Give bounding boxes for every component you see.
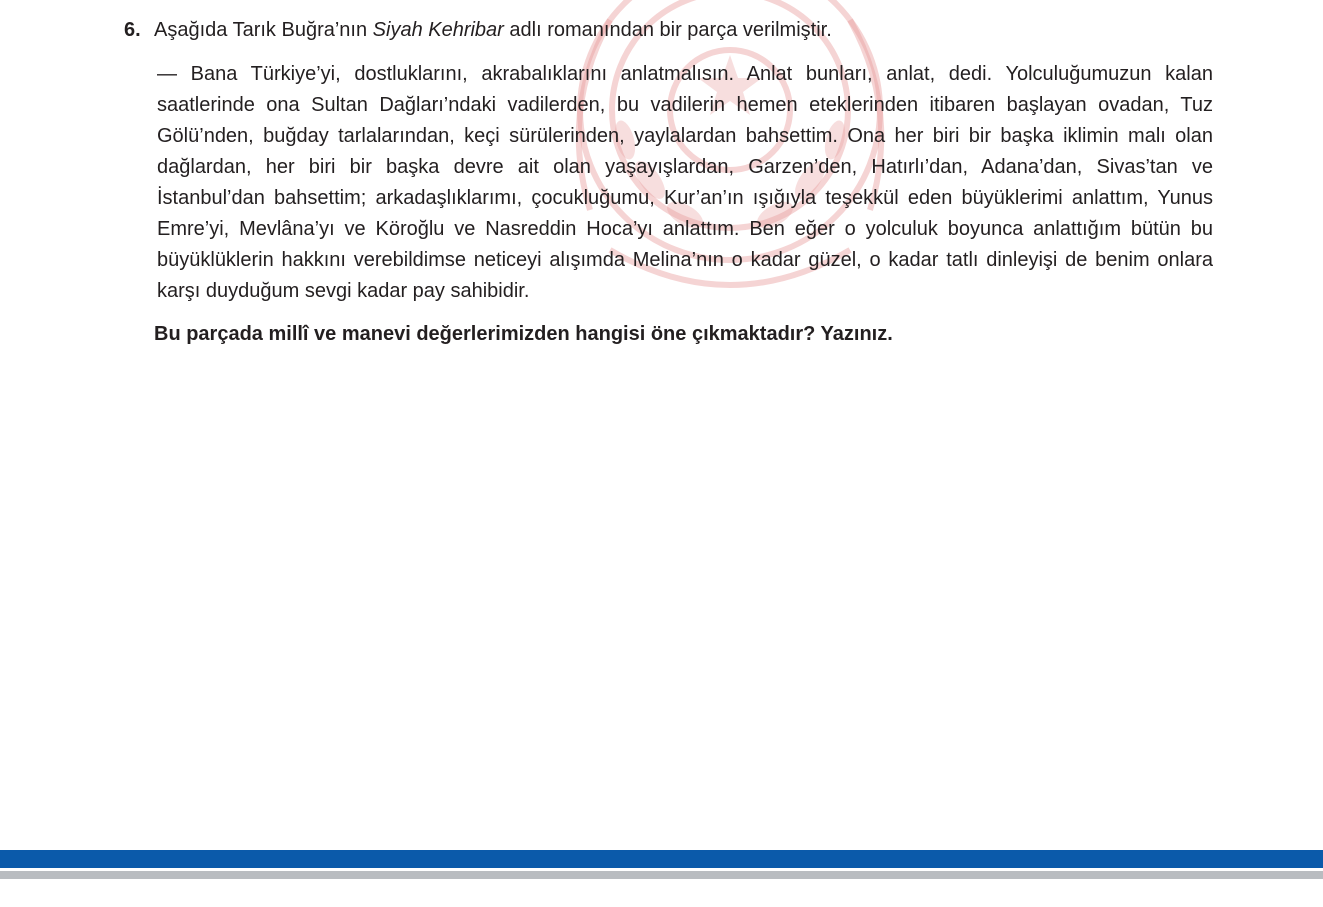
question-number: 6. [124, 19, 141, 41]
question-block [124, 16, 1214, 348]
question-intro-before: Aşağıda Tarık Buğra’nın [154, 19, 373, 41]
question-prompt: Bu parçada millî ve manevi değerlerimizden hangisi öne çıkmaktadır? Yazınız. [154, 323, 893, 345]
footer-gray-bar [0, 871, 1323, 879]
passage-text: — Bana Türkiye’yi, dostluklarını, akrabalıklarını anlatmalısın. Anlat bunları, anlat, dedi. Yolculuğumuzun kalan saatlerinde ona Sultan Dağları’ndaki vadilerden, bu vadilerin hemen eteklerinden itibaren başlayan ovadan, Tuz Gölü’nden, buğday tarlalarından, keçi sürülerinden, yaylalardan bahsettim. Ona her biri bir başka iklimin malı olan dağlardan, her biri bir başka devre ait olan yaşayışlardan, Garzen’den, Hatırlı’dan, Adana’dan, Sivas’tan ve İstanbul’dan bahsettim; arkadaşlıklarımı, çocukluğumu, Kur’an’ın ışığıyla teşekkül eden büyüklerimi anlattım, Yunus Emre’yi, Mevlâna’yı ve Köroğlu ve Nasreddin Hoca’yı anlattım. Ben eğer o yolculuk boyunca anlattığım bütün bu büyüklüklerin hakkını verebildimse neticeyi alışımda Melina’nın o kadar güzel, o kadar tatlı dinleyişi de benim onlara karşı duyduğum sevgi kadar pay sahibidir. [157, 63, 1213, 302]
footer-blue-bar [0, 850, 1323, 868]
question-intro-after: adlı romanından bir parça verilmiştir. [503, 19, 832, 41]
book-title: Siyah Kehribar [372, 19, 504, 41]
question-header [124, 16, 1214, 44]
